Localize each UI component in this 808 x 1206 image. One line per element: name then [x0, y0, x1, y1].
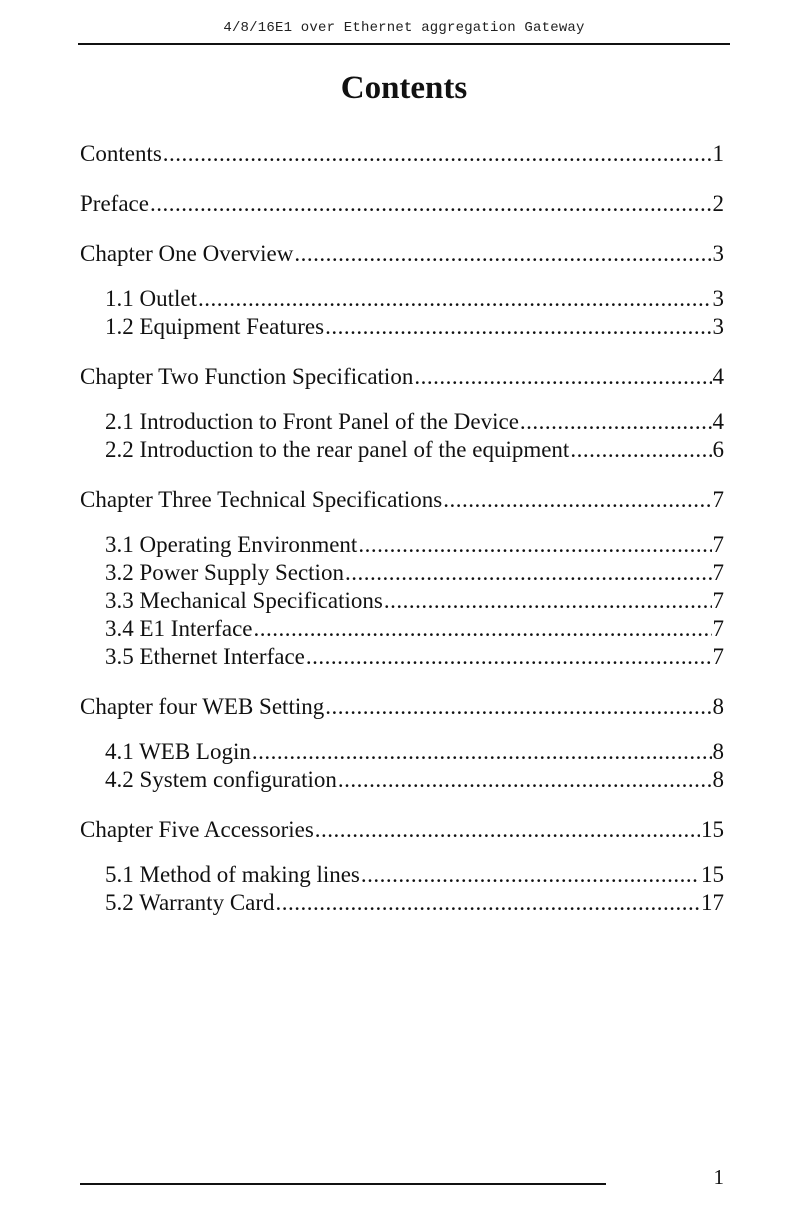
toc-entry[interactable]	[80, 240, 724, 268]
toc-entry-page: 8	[712, 767, 724, 792]
toc-entry-page: 15	[701, 817, 724, 842]
toc-leader-dots	[384, 587, 712, 615]
footer-rule	[80, 1183, 606, 1185]
toc-entry[interactable]	[80, 816, 724, 844]
toc-entry-page: 7	[712, 616, 724, 641]
toc-entry[interactable]	[80, 408, 724, 436]
toc-entry-page: 15	[701, 862, 724, 887]
toc-entry[interactable]	[80, 190, 724, 218]
header-rule	[78, 43, 730, 45]
toc-entry-title: 5.2 Warranty Card	[105, 890, 275, 915]
toc-entry-title: 4.2 System configuration	[105, 767, 337, 792]
toc-entry[interactable]	[80, 738, 724, 766]
toc-entry[interactable]	[80, 861, 724, 889]
toc-entry[interactable]	[80, 436, 724, 464]
toc-leader-dots	[315, 816, 700, 844]
toc-leader-dots	[361, 861, 700, 889]
toc-entry-title: 3.2 Power Supply Section	[105, 560, 344, 585]
toc-leader-dots	[252, 738, 712, 766]
toc-entry-page: 7	[712, 588, 724, 613]
toc-entry-title: 3.3 Mechanical Specifications	[105, 588, 383, 613]
toc-entry-title: 5.1 Method of making lines	[105, 862, 360, 887]
toc-entry-title: 1.1 Outlet	[105, 286, 197, 311]
toc-entry-page: 8	[712, 694, 724, 719]
toc-entry-page: 4	[712, 364, 724, 389]
page-number: 1	[713, 1165, 724, 1189]
toc-entry[interactable]	[80, 363, 724, 391]
toc-leader-dots	[294, 240, 711, 268]
toc-entry-title: Chapter four WEB Setting	[80, 694, 325, 719]
toc-entry-title: Chapter One Overview	[80, 241, 294, 266]
toc-entry-title: 4.1 WEB Login	[105, 739, 251, 764]
toc-entry-title: Preface	[80, 191, 149, 216]
toc-entry-page: 7	[712, 644, 724, 669]
toc-entry[interactable]	[80, 693, 724, 721]
toc-leader-dots	[254, 615, 712, 643]
toc-entry-title: Contents	[80, 141, 162, 166]
toc-entry-title: 3.4 E1 Interface	[105, 616, 253, 641]
toc-leader-dots	[358, 531, 711, 559]
toc-entry-page: 6	[712, 437, 724, 462]
toc-entry-title: Chapter Two Function Specification	[80, 364, 414, 389]
toc-leader-dots	[520, 408, 712, 436]
toc-entry-page: 4	[712, 409, 724, 434]
toc-entry-title: 3.5 Ethernet Interface	[105, 644, 305, 669]
toc-entry[interactable]	[80, 889, 724, 917]
toc-entry-title: 2.1 Introduction to Front Panel of the Device	[105, 409, 519, 434]
running-header: 4/8/16E1 over Ethernet aggregation Gateway	[223, 20, 585, 36]
toc-leader-dots	[163, 140, 712, 168]
toc-entry-page: 1	[712, 141, 724, 166]
toc-entry[interactable]	[80, 615, 724, 643]
toc-leader-dots	[150, 190, 712, 218]
toc-entry[interactable]	[80, 285, 724, 313]
table-of-contents	[80, 140, 724, 917]
toc-leader-dots	[570, 436, 711, 464]
toc-leader-dots	[443, 486, 711, 514]
toc-entry[interactable]	[80, 766, 724, 794]
toc-entry-page: 3	[712, 241, 724, 266]
toc-entry-title: Chapter Five Accessories	[80, 817, 314, 842]
toc-entry-title: 1.2 Equipment Features	[105, 314, 325, 339]
toc-entry-page: 7	[712, 532, 724, 557]
toc-entry[interactable]	[80, 531, 724, 559]
toc-leader-dots	[276, 889, 700, 917]
toc-entry-page: 3	[712, 314, 724, 339]
toc-leader-dots	[325, 313, 711, 341]
toc-leader-dots	[306, 643, 712, 671]
page-title: Contents	[340, 70, 468, 106]
toc-leader-dots	[414, 363, 711, 391]
toc-entry[interactable]	[80, 486, 724, 514]
toc-entry-page: 7	[712, 487, 724, 512]
toc-entry[interactable]	[80, 313, 724, 341]
toc-entry-page: 7	[712, 560, 724, 585]
toc-entry-title: 2.2 Introduction to the rear panel of the equipment	[105, 437, 570, 462]
toc-entry[interactable]	[80, 559, 724, 587]
toc-entry-page: 8	[712, 739, 724, 764]
toc-entry-title: 3.1 Operating Environment	[105, 532, 358, 557]
toc-entry[interactable]	[80, 140, 724, 168]
toc-entry-page: 3	[712, 286, 724, 311]
toc-leader-dots	[338, 766, 712, 794]
toc-entry-title: Chapter Three Technical Specifications	[80, 487, 443, 512]
toc-entry[interactable]	[80, 643, 724, 671]
toc-entry-page: 2	[712, 191, 724, 216]
toc-leader-dots	[198, 285, 712, 313]
toc-entry[interactable]	[80, 587, 724, 615]
toc-entry-page: 17	[701, 890, 724, 915]
toc-leader-dots	[325, 693, 711, 721]
toc-leader-dots	[345, 559, 712, 587]
